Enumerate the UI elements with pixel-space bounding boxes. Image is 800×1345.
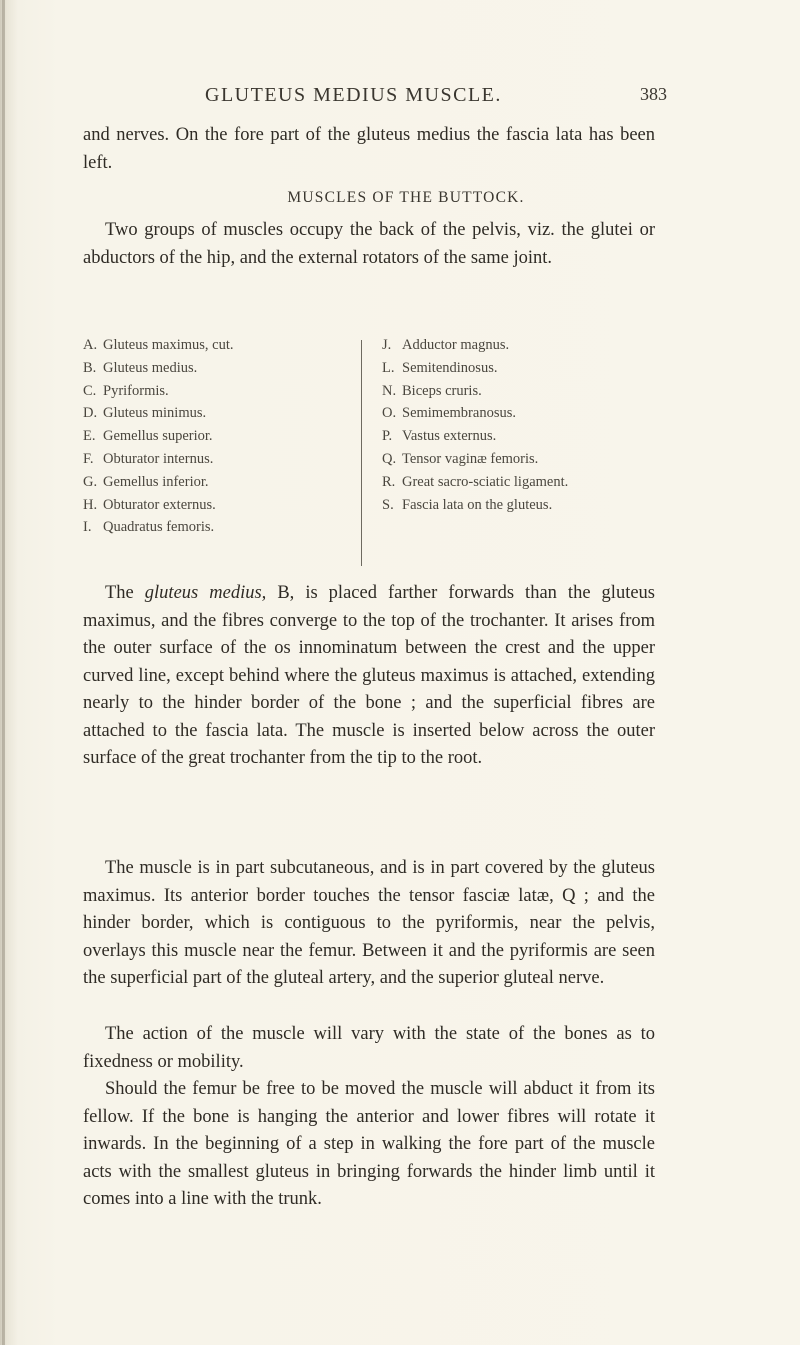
legend-item — [83, 425, 343, 448]
legend-key: I. — [83, 519, 92, 536]
legend-key: E. — [83, 428, 96, 445]
legend-key: L. — [382, 359, 395, 376]
legend-key: H. — [83, 496, 98, 513]
paragraph-intro: Two groups of muscles occupy the back of the pelvis, viz. the glutei or abductors of the hip, and the external rotators of the same joint. — [83, 220, 655, 268]
legend-column-right — [382, 334, 672, 516]
running-head — [0, 84, 800, 114]
legend-item — [83, 334, 343, 357]
legend-key: O. — [382, 405, 397, 422]
legend-item — [83, 402, 343, 425]
legend-item — [382, 380, 672, 403]
legend-key: F. — [83, 450, 94, 467]
legend-key: R. — [382, 473, 396, 490]
figure-legend — [83, 334, 663, 594]
legend-label: Biceps cruris. — [402, 382, 482, 399]
legend-key: S. — [382, 496, 394, 513]
legend-key: P. — [382, 428, 393, 445]
legend-label: Gluteus minimus. — [103, 405, 207, 422]
legend-item — [83, 448, 343, 471]
legend-label: Gluteus maximus, cut. — [103, 337, 234, 353]
page-number: 383 — [640, 84, 667, 104]
legend-key: N. — [382, 382, 397, 399]
legend-key: B. — [83, 359, 97, 376]
paragraph-relations: The muscle is in part subcutaneous, and is in part covered by the gluteus maximus. Its anterior border touches the tensor fasciæ latæ, Q ; and the hinder border, which is contiguous to the pyriformis, near the pelvis, overlays this muscle near the femur. Between it and the pyriformis are seen the superficial part of the gluteal artery, and the superior gluteal nerve. — [83, 858, 655, 988]
legend-label: Tensor vaginæ femoris. — [402, 450, 539, 467]
legend-key: Q. — [382, 450, 397, 467]
paragraph-movement: Should the femur be free to be moved the muscle will abduct it from its fellow. If the bone is hanging the anterior and lower fibres will rotate it inwards. In the beginning of a step in walking the fore part of the muscle acts with the smallest gluteus in bringing forwards the hinder limb until it comes into a line with the trunk. — [83, 1079, 655, 1209]
legend-label: Gemellus inferior. — [103, 473, 209, 490]
legend-item — [83, 494, 343, 517]
legend-divider — [361, 340, 362, 566]
legend-label: Pyriformis. — [103, 382, 169, 399]
legend-item — [83, 471, 343, 494]
legend-label: Obturator externus. — [103, 496, 216, 513]
legend-column-left — [83, 334, 343, 539]
legend-key: G. — [83, 473, 98, 490]
legend-key: D. — [83, 405, 98, 422]
legend-label: Adductor magnus. — [402, 337, 510, 353]
legend-key: C. — [83, 382, 97, 399]
muscle-name-italic: gluteus medius, — [144, 583, 267, 603]
paragraph-body: B, is placed farther forwards than the gluteus maximus, and the fibres converge to the top of the trochanter. It arises from the outer surface of the os innominatum between the crest and the upper curved line, except behind where the gluteus maximus is attached, extending nearly to the hinder border of the bone ; and the superficial fibres are attached to the fascia lata. The muscle is inserted below across the outer surface of the great trochanter from the tip to the root. — [83, 583, 655, 768]
legend-label: Semitendinosus. — [402, 359, 498, 376]
legend-item — [83, 357, 343, 380]
legend-item — [382, 494, 672, 517]
legend-key: A. — [83, 337, 98, 353]
legend-item — [83, 380, 343, 403]
legend-label: Obturator internus. — [103, 450, 214, 467]
paragraph-lead: The — [105, 583, 134, 603]
legend-item — [382, 425, 672, 448]
legend-item — [382, 357, 672, 380]
legend-item — [382, 448, 672, 471]
paragraph-gluteus-medius — [83, 580, 655, 773]
paragraph-continuation: and nerves. On the fore part of the gluteus medius the fascia lata has been left. — [83, 125, 655, 173]
legend-label: Semimembranosus. — [402, 405, 516, 422]
legend-key: J. — [382, 337, 392, 353]
legend-item — [83, 516, 343, 539]
legend-label: Gemellus superior. — [103, 428, 213, 445]
legend-item — [382, 334, 672, 357]
legend-item — [382, 471, 672, 494]
section-title: MUSCLES OF THE BUTTOCK. — [287, 189, 525, 206]
legend-label: Great sacro-sciatic ligament. — [402, 473, 569, 490]
running-title: GLUTEUS MEDIUS MUSCLE. — [205, 84, 502, 106]
paragraph-action: The action of the muscle will vary with the state of the bones as to fixedness or mobility. — [83, 1024, 655, 1072]
legend-label: Vastus externus. — [402, 428, 497, 445]
legend-label: Gluteus medius. — [103, 359, 198, 376]
legend-item — [382, 402, 672, 425]
legend-label: Quadratus femoris. — [103, 519, 215, 536]
legend-label: Fascia lata on the gluteus. — [402, 496, 553, 513]
